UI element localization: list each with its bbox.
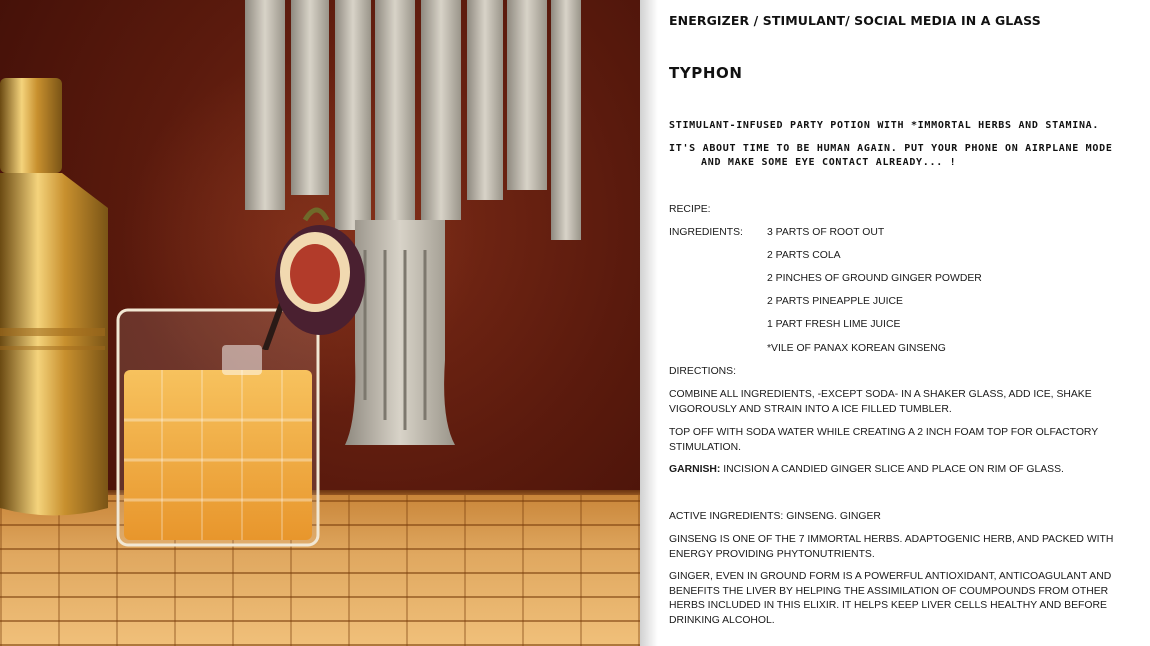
recipe-page — [669, 0, 1139, 646]
garnish-text: INCISION A CANDIED GINGER SLICE AND PLACE ON RIM OF GLASS. — [720, 464, 1064, 475]
category-header: ENERGIZER / STIMULANT/ SOCIAL MEDIA IN A GLASS — [669, 13, 1041, 28]
ingredient-item: *VILE OF PANAX KOREAN GINSENG — [767, 343, 946, 354]
ingredient-item: 1 PART FRESH LIME JUICE — [767, 319, 901, 330]
ingredient-item: 3 PARTS OF ROOT OUT — [767, 227, 885, 238]
direction-step: COMBINE ALL INGREDIENTS, -EXCEPT SODA- IN A SHAKER GLASS, ADD ICE, SHAKE VIGOROUSLY AND STRAIN INTO A ICE FILLED TUMBLER. — [669, 389, 1092, 415]
page-fold-shadow — [640, 0, 658, 646]
garnish-line — [669, 463, 1119, 478]
cocktail-title: TYPHON — [669, 64, 743, 82]
direction-step: TOP OFF WITH SODA WATER WHILE CREATING A 2 INCH FOAM TOP FOR OLFACTORY STIMULATION. — [669, 427, 1098, 453]
recipe-label: RECIPE: — [669, 204, 711, 215]
directions-label: DIRECTIONS: — [669, 366, 736, 377]
ginseng-note: GINSENG IS ONE OF THE 7 IMMORTAL HERBS. ADAPTOGENIC HERB, AND PACKED WITH ENERGY PROVIDING PHYTONUTRIENTS. — [669, 534, 1114, 560]
garnish-label: GARNISH: — [669, 464, 721, 475]
ingredient-item: 2 PINCHES OF GROUND GINGER POWDER — [767, 273, 982, 284]
tagline: STIMULANT-INFUSED PARTY POTION WITH *IMMORTAL HERBS AND STAMINA. — [669, 120, 1100, 131]
fig-garnish — [235, 200, 375, 350]
ginger-note: GINGER, EVEN IN GROUND FORM IS A POWERFUL ANTIOXIDANT, ANTICOAGULANT AND BENEFITS THE LIVER BY HELPING THE ASSIMILATION OF COUMPOUNDS FROM OTHER HERBS INCLUDED IN THIS ELIXIR. IT HELPS KEEP LIVER CELLS HEALTHY AND BEFORE DRINKING ALCOHOL. — [669, 571, 1112, 626]
cocktail-shaker — [0, 78, 108, 518]
active-ingredients: ACTIVE INGREDIENTS: GINSENG. GINGER — [669, 511, 881, 522]
ingredients-label: INGREDIENTS: — [669, 227, 743, 238]
ingredient-item: 2 PARTS PINEAPPLE JUICE — [767, 296, 903, 307]
tagline-line-1: IT'S ABOUT TIME TO BE HUMAN AGAIN. PUT YOUR PHONE ON AIRPLANE MODE — [669, 143, 1113, 154]
ingredient-item: 2 PARTS COLA — [767, 250, 841, 261]
tagline-line-2: AND MAKE SOME EYE CONTACT ALREADY... ! — [701, 157, 957, 168]
